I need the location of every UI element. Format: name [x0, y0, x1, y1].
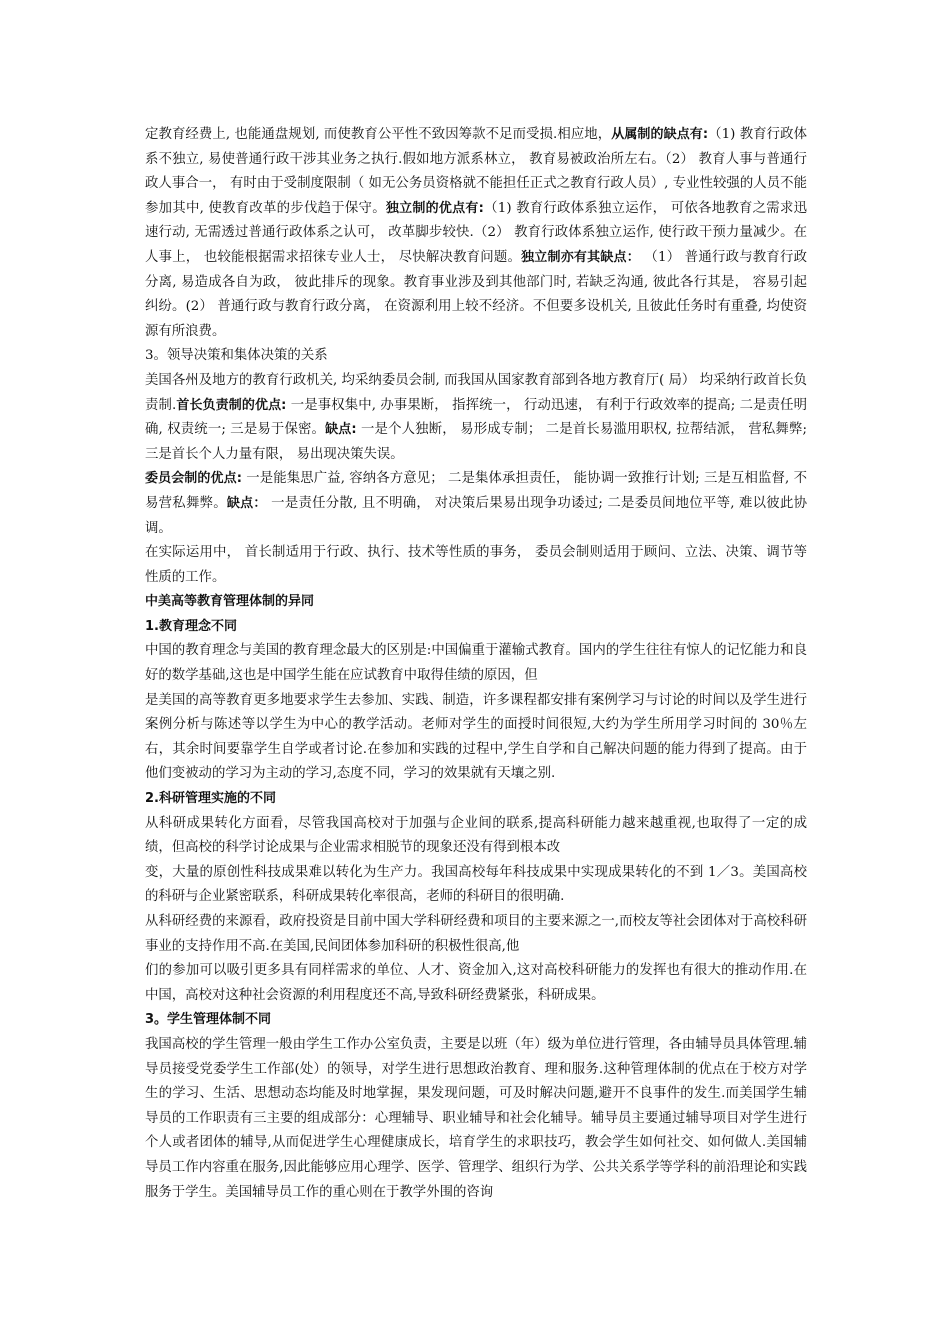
paragraph-research-1: 从科研成果转化方面看，尽管我国高校对于加强与企业间的联系,提高科研能力越来越重视,也取得了一定的成绩，但高校的科学讨论成果与企业需求相脱节的现象还没有得到根本改 — [145, 815, 807, 856]
paragraph-student-management: 我国高校的学生管理一般由学生工作办公室负责，主要是以班（年）级为单位进行管理，各由辅导员具体管理.辅导员接受党委学生工作部(处）的领导，对学生进行思想政治教育、理和服务.这种管理体制的优点在于校方对学生的学习、生活、思想动态均能及时地掌握，果发现问题，可及时解决问题,避开不良事件的发生.而美国学生辅导员的工作职责有三主要的组成部分：心理辅导、职业辅导和社会化辅导。辅导员主要通过辅导项目对学生进行个人或者团体的辅导,从而促进学生心理健康成长，培育学生的求职技巧，教会学生如何社交、如何做人.美国辅导员工作内容重在服务,因此能够应用心理学、医学、管理学、组织行为学、公共关系学等学科的前沿理论和实践服务于学生。美国辅导员工作的重心则在于教学外围的咨询 — [145, 1036, 807, 1200]
paragraph-research-4: 们的参加可以吸引更多具有同样需求的单位、人才、资金加入,这对高校科研能力的发挥也有很大的推动作用.在中国，高校对这种社会资源的利用程度还不高,导致科研经费紧张，科研成果。 — [145, 963, 807, 1003]
heading-education-concept: 1.教育理念不同 — [145, 618, 237, 634]
text: 一是责任分散, 且不明确， 对决策后果易出现争功诿过; 二是委员间地位平等, 难以彼此协调。 — [145, 495, 807, 536]
paragraph-research-2: 变，大量的原创性科技成果难以转化为生产力。我国高校每年科技成果中实现成果转化的不到 1／3。美国高校的科研与企业紧密联系，科研成果转化率很高，老师的科研目的很明确. — [145, 864, 807, 905]
bold-label: 缺点: — [325, 422, 357, 438]
paragraph-committee-system — [145, 467, 807, 541]
paragraph-application: 在实际运用中， 首长制适用于行政、执行、技术等性质的事务， 委员会制则适用于顾问、立法、决策、调节等性质的工作。 — [145, 545, 807, 585]
text: （1) 教育行政体系独立运作， 可依各地教育之需求迅速行动, 无需透过普通行政体系之认可， 改革脚步较快.（2） 教育行政体系独立运作, 使行政干预力量减少。在人事上， 也较能根据需求招徕专业人士， 尽快解决教育问题。 — [145, 200, 807, 265]
bold-label: 独立制的优点有: — [385, 200, 484, 216]
paragraph-leader-system — [145, 369, 807, 467]
bold-label: 缺点： — [226, 495, 267, 511]
bold-label: 首长负责制的优点: — [176, 397, 287, 413]
heading-comparison: 中美高等教育管理体制的异同 — [145, 594, 315, 610]
text: （1) 教育行政体系不独立, 易使普通行政干涉其业务之执行.假如地方派系林立， 教育易被政治所左右。（2） 教育人事与普通行政人事合一， 有时由于受制度限制（ 如无公务员资格就不能担任正式之教育行政人员）, 专业性较强的人员不能参加其中, 使教育改革的步伐趋于保守。 — [145, 127, 808, 216]
text: 定教育经费上, 也能通盘规划, 而使教育公平性不致因筹款不足而受损.相应地， — [145, 127, 612, 142]
text: 一是个人独断， 易形成专制； 二是首长易滥用职权, 拉帮结派， 营私舞弊; 三是首长个人力量有限， 易出现决策失误。 — [145, 422, 807, 462]
heading-student-management: 3。学生管理体制不同 — [145, 1012, 272, 1028]
heading-research-management: 2.科研管理实施的不同 — [145, 791, 276, 807]
bold-label: 独立制亦有其缺点： — [521, 249, 640, 265]
bold-label: 委员会制的优点: — [145, 471, 242, 487]
paragraph-concept-2: 是美国的高等教育更多地要求学生去参加、实践、制造，许多课程都安排有案例学习与讨论的时间以及学生进行案例分析与陈述等以学生为中心的教学活动。老师对学生的面授时间很短,大约为学生所用学习时间的 30％左右，其余时间要靠学生自学或者讨论.在参加和实践的过程中,学生自学和自己解决问题的能力得到了提高。由于他们变被动的学习为主动的学习,态度不同，学习的效果就有天壤之别. — [145, 692, 807, 782]
text: 一是事权集中, 办事果断， 指挥统一， 行动迅速， 有利于行政效率的提高; 二是责任明确, 权责统一; 三是易于保密。 — [145, 397, 807, 438]
bold-label: 从属制的缺点有: — [611, 127, 709, 142]
text: 一是能集思广益, 容纳各方意见； 二是集体承担责任， 能协调一致推行计划; 三是互相监督, 不易营私舞弊。 — [145, 471, 808, 511]
paragraph-concept-1: 中国的教育理念与美国的教育理念最大的区别是:中国偏重于灌输式教育。国内的学生往往有惊人的记忆能力和良好的数学基础,这也是中国学生能在应试教育中取得佳绩的原因，但 — [145, 643, 807, 684]
paragraph-research-3: 从科研经费的来源看，政府投资是目前中国大学科研经费和项目的主要来源之一,而校友等社会团体对于高校科研事业的支持作用不高.在美国,民间团体参加科研的积极性很高,他 — [145, 914, 807, 954]
paragraph-subordinate-system — [145, 123, 807, 344]
text: （1） 普通行政与教育行政分离, 易造成各自为政， 彼此排斥的现象。教育事业涉及到其他部门时, 若缺乏沟通, 彼此各行其是， 容易引起纠纷。(2） 普通行政与教育行政分离， 在资源利用上较不经济。不但要多设机关, 且彼此任务时有重叠, 均使资源有所浪费。 — [145, 249, 807, 339]
document-body — [145, 123, 807, 1205]
text: 美国各州及地方的教育行政机关, 均采纳委员会制, 而我国从国家教育部到各地方教育厅( 局） 均采纳行政首长负责制. — [145, 372, 807, 413]
section-title-decision: 3。领导决策和集体决策的关系 — [145, 348, 328, 364]
